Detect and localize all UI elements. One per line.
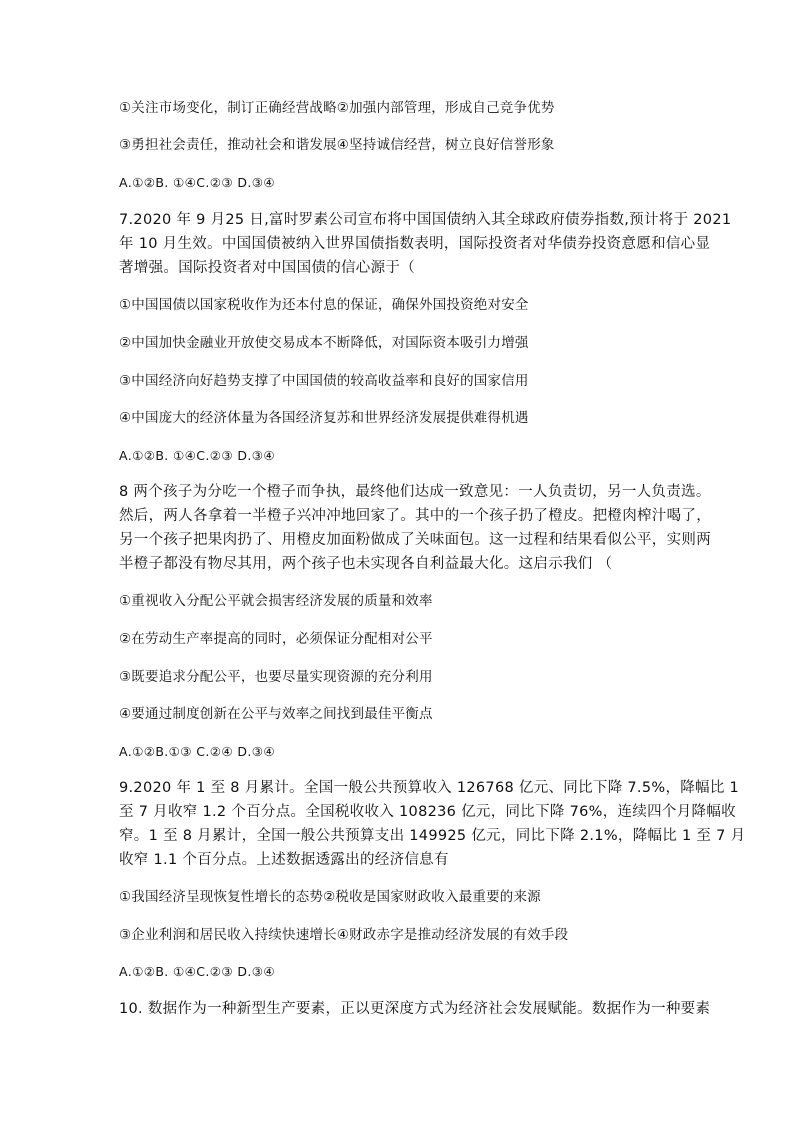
q7-option-1: ①中国国债以国家税收作为还本付息的保证，确保外国投资绝对安全 bbox=[119, 297, 529, 313]
prev-option-1-2: ①关注市场变化，制订正确经营战略②加强内部管理，形成自己竞争优势 bbox=[119, 100, 555, 116]
q8-stem-line-1: 8 两个孩子为分吃一个橙子而争执，最终他们达成一致意见：一人负责切，另一人负责选。 bbox=[119, 484, 711, 500]
q7-option-2: ②中国加快金融业开放使交易成本不断降低，对国际资本吸引力增强 bbox=[119, 335, 529, 351]
q9-stem-line-3: 窄。1 至 8 月累计，全国一般公共预算支出 149925 亿元，同比下降 2.1%，降幅比 1 至 7 月 bbox=[119, 828, 746, 844]
q10-stem-line-1: 10. 数据作为一种新型生产要素，正以更深度方式为经济社会发展赋能。数据作为一种要素 bbox=[119, 1001, 711, 1017]
q7-option-4: ④中国庞大的经济体量为各国经济复苏和世界经济发展提供难得机遇 bbox=[119, 410, 529, 426]
q8-option-4: ④要通过制度创新在公平与效率之间找到最佳平衡点 bbox=[119, 706, 433, 722]
q9-stem-line-1: 9.2020 年 1 至 8 月累计。全国一般公共预算收入 126768 亿元、同比下降 7.5%，降幅比 1 bbox=[119, 780, 740, 796]
q9-answer-choices: A.①②B. ①④C.②③ D.③④ bbox=[119, 964, 275, 979]
prev-option-3-4: ③勇担社会责任，推动社会和谐发展④坚持诚信经营，树立良好信誉形象 bbox=[119, 137, 555, 153]
q8-answer-choices: A.①②B.①③ C.②④ D.③④ bbox=[119, 744, 275, 759]
q8-stem-line-3: 另一个孩子把果肉扔了、用橙皮加面粉做成了关味面包。这一过程和结果看似公平，实则两 bbox=[119, 532, 711, 548]
q8-option-3: ③既要追求分配公平，也要尽量实现资源的充分利用 bbox=[119, 669, 433, 685]
q9-option-3-4: ③企业利润和居民收入持续快速增长④财政赤字是推动经济发展的有效手段 bbox=[119, 927, 569, 943]
q9-option-1-2: ①我国经济呈现恢复性增长的态势②税收是国家财政收入最重要的来源 bbox=[119, 889, 541, 905]
q9-stem-line-4: 收窄 1.1 个百分点。上述数据透露出的经济信息有 bbox=[119, 852, 449, 868]
q7-stem-line-2: 年 10 月生效。中国国债被纳入世界国债指数表明，国际投资者对华债券投资意愿和信心显 bbox=[119, 236, 711, 252]
q8-option-1: ①重视收入分配公平就会损害经济发展的质量和效率 bbox=[119, 593, 433, 609]
q7-answer-choices: A.①②B. ①④C.②③ D.③④ bbox=[119, 448, 275, 463]
q7-option-3: ③中国经济向好趋势支撑了中国国债的较高收益率和良好的国家信用 bbox=[119, 373, 529, 389]
q8-stem-line-4: 半橙子都没有物尽其用，两个孩子也未实现各自利益最大化。这启示我们 （ bbox=[119, 556, 613, 572]
q7-stem-line-1: 7.2020 年 9 月25 日,富时罗素公司宣布将中国国债纳入其全球政府债券指数,预计将于 2021 bbox=[119, 212, 732, 228]
prev-answer-choices: A.①②B. ①④C.②③ D.③④ bbox=[119, 175, 275, 190]
q8-option-2: ②在劳动生产率提高的同时，必须保证分配相对公平 bbox=[119, 631, 433, 647]
q7-stem-line-3: 著增强。国际投资者对中国国债的信心源于（ bbox=[119, 260, 415, 276]
q8-stem-line-2: 然后，两人各拿着一半橙子兴冲冲地回家了。其中的一个孩子扔了橙皮。把橙肉榨汁喝了， bbox=[119, 508, 711, 524]
q9-stem-line-2: 至 7 月收窄 1.2 个百分点。全国税收收入 108236 亿元，同比下降 76%，连续四个月降幅收 bbox=[119, 804, 736, 820]
